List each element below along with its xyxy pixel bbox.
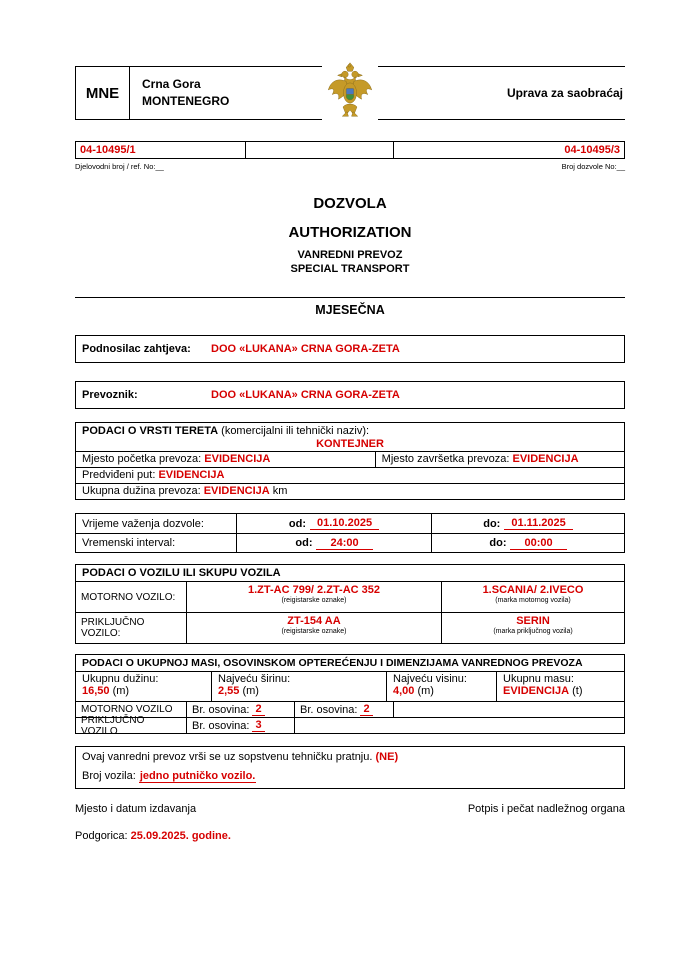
interval-label: Vremenski interval:: [82, 537, 176, 549]
ref-number-right-box: [394, 142, 624, 158]
width-value: 2,55: [218, 685, 240, 697]
cargo-value: KONTEJNER: [316, 438, 384, 450]
escort-vehicles-row: [82, 770, 618, 782]
document-header: [75, 66, 625, 120]
time-to-value: 00:00: [510, 537, 566, 550]
permit-period: MJESEČNA: [315, 303, 385, 317]
validity-box: [75, 513, 625, 553]
valid-from-cell: [236, 514, 431, 533]
applicant-box: [75, 335, 625, 363]
cargo-route-label: Predviđeni put:: [82, 469, 156, 481]
motor-make-value: 1.SCANIA/ 2.IVECO: [482, 584, 584, 596]
valid-from-value: 01.10.2025: [310, 517, 379, 530]
country-code: MNE: [85, 84, 120, 102]
cargo-title-row: [76, 423, 624, 451]
motor-axles-cell-2: [294, 702, 393, 717]
trailer-plates-caption: (reigistarske oznake): [281, 628, 347, 635]
trailer-plates-cell: [186, 613, 441, 643]
height-label: Najveću visinu:: [393, 673, 467, 685]
motor-axles-value-2: 2: [360, 703, 372, 716]
cargo-places-row: [76, 451, 624, 467]
do-label: do:: [489, 537, 507, 549]
cargo-distance-value: EVIDENCIJA: [203, 485, 270, 497]
country-names: [130, 67, 229, 119]
trailer-make-value: SERIN: [516, 615, 550, 627]
total-mass-cell: [496, 672, 624, 701]
mass-unit: (t): [572, 685, 583, 697]
title-authorization: AUTHORIZATION: [288, 224, 412, 241]
time-to-cell: [431, 534, 624, 552]
coat-of-arms-icon: [322, 61, 378, 125]
cargo-box: [75, 422, 625, 500]
issue-date-line: [75, 830, 625, 842]
motor-make-cell: [441, 582, 624, 612]
trailer-make-caption: (marka priključnog vozila): [493, 628, 573, 635]
time-from-value: 24:00: [316, 537, 372, 550]
dimensions-values-row: [76, 671, 624, 701]
escort-answer: (NE): [375, 751, 399, 763]
validity-period-label: Vrijeme važenja dozvole:: [82, 517, 204, 530]
cargo-route-value: EVIDENCIJA: [158, 469, 225, 481]
motor-vehicle-row: [76, 581, 624, 612]
motor-axles-cell-1: [186, 702, 294, 717]
ref-number-left: 04-10495/1: [80, 144, 136, 156]
trailer-make-cell: [441, 613, 624, 643]
cargo-distance-label: Ukupna dužina prevoza:: [82, 485, 201, 497]
escort-vehicles-value: jedno putničko vozilo.: [139, 770, 256, 782]
motor-plates-value: 1.ZT-AC 799/ 2.ZT-AC 352: [247, 584, 381, 596]
max-width-cell: [211, 672, 386, 701]
length-label: Ukupnu dužinu:: [82, 673, 159, 685]
escort-text: Ovaj vanredni prevoz vrši se uz sopstvenu tehničku pratnju.: [82, 751, 373, 763]
trailer-axles-cell: [186, 718, 294, 733]
length-value: 16,50: [82, 685, 110, 697]
ref-caption-left: Djelovodni broj / ref. No:__: [75, 162, 164, 171]
applicant-value: DOO «LUKANA» CRNA GORA-ZETA: [211, 343, 400, 355]
length-unit: (m): [112, 685, 130, 697]
cargo-title-note: (komercijalni ili tehnički naziv):: [218, 425, 370, 437]
total-length-cell: [76, 672, 211, 701]
vehicle-section-title: PODACI O VOZILU ILI SKUPU VOZILA: [82, 567, 281, 579]
do-label: do:: [483, 517, 501, 530]
cargo-title: PODACI O VRSTI TERETA: [82, 425, 219, 437]
motor-axles-label: MOTORNO VOZILO: [81, 704, 173, 715]
cargo-distance-unit: km: [272, 485, 288, 497]
od-label: od:: [295, 537, 313, 549]
valid-to-cell: [431, 514, 624, 533]
axle-label: Br. osovina:: [192, 719, 250, 732]
cargo-distance-row: [76, 483, 624, 499]
reference-captions: [75, 162, 625, 171]
country-name-en: MONTENEGRO: [142, 94, 230, 108]
horizontal-rule: [75, 297, 625, 298]
motor-axles-empty-cell: [393, 702, 624, 717]
width-unit: (m): [242, 685, 259, 697]
subtitle-special-transport: SPECIAL TRANSPORT: [290, 263, 410, 275]
ref-caption-right: Broj dozvole No:__: [561, 162, 625, 171]
subtitle-vanredni-prevoz: VANREDNI PREVOZ: [297, 249, 403, 261]
authority-name: Uprava za saobraćaj: [506, 86, 623, 100]
issue-place: Podgorica:: [75, 830, 128, 842]
trailer-axles-value: 3: [252, 719, 264, 732]
escort-box: [75, 746, 625, 789]
max-height-cell: [386, 672, 496, 701]
od-label: od:: [288, 517, 307, 530]
ref-number-left-box: [76, 142, 246, 158]
axle-label: Br. osovina:: [192, 703, 250, 716]
motor-vehicle-label: MOTORNO VOZILO:: [81, 591, 176, 603]
trailer-axles-row: [76, 714, 624, 737]
validity-period-row: [76, 514, 624, 533]
cargo-end-cell: [375, 452, 624, 467]
cargo-end-label: Mjesto završetka prevoza:: [381, 453, 510, 465]
cargo-route-row: [76, 467, 624, 483]
cargo-end-value: EVIDENCIJA: [512, 453, 579, 465]
trailer-axles-empty-cell: [294, 718, 624, 733]
title-dozvola: DOZVOLA: [313, 195, 387, 212]
time-interval-row: [76, 533, 624, 552]
issue-place-label: Mjesto i datum izdavanja: [75, 803, 197, 815]
applicant-label: Podnosilac zahtjeva:: [82, 343, 191, 355]
axle-label: Br. osovina:: [300, 703, 358, 716]
trailer-plates-value: ZT-154 AA: [287, 615, 341, 627]
height-value: 4,00: [393, 685, 415, 697]
vehicle-box: [75, 564, 625, 644]
carrier-box: [75, 381, 625, 409]
carrier-label: Prevoznik:: [82, 389, 138, 401]
cargo-start-cell: [76, 452, 375, 467]
carrier-value: DOO «LUKANA» CRNA GORA-ZETA: [211, 389, 400, 401]
motor-axles-value-1: 2: [252, 703, 264, 716]
valid-to-value: 01.11.2025: [504, 517, 572, 530]
motor-plates-caption: (reigistarske oznake): [281, 597, 347, 604]
cargo-start-value: EVIDENCIJA: [204, 453, 271, 465]
signature-label: Potpis i pečat nadležnog organa: [467, 803, 625, 815]
escort-statement-row: [82, 751, 618, 763]
trailer-vehicle-row: [76, 612, 624, 643]
ref-number-right: 04-10495/3: [564, 144, 620, 156]
width-label: Najveću širinu:: [218, 673, 291, 685]
title-block: [75, 195, 625, 275]
dimensions-section-title: PODACI O UKUPNOJ MASI, OSOVINSKOM OPTEREĆENJU I DIMENZIJAMA VANREDNOG PREVOZA: [82, 657, 583, 669]
ref-number-middle-box: [246, 142, 394, 158]
motor-plates-cell: [186, 582, 441, 612]
trailer-axles-label: PRIKLJUČNO VOZILO: [81, 714, 145, 737]
dimensions-box: [75, 654, 625, 737]
mass-label: Ukupnu masu:: [503, 673, 574, 685]
reference-number-row: [75, 141, 625, 159]
motor-make-caption: (marka motornog vozila): [495, 597, 571, 604]
issue-date: 25.09.2025. godine.: [130, 830, 231, 842]
time-from-cell: [236, 534, 431, 552]
trailer-vehicle-label: PRIKLJUČNO VOZILO:: [81, 617, 145, 639]
escort-vehicles-label: Broj vozila:: [82, 770, 136, 782]
footer-labels-row: [75, 803, 625, 815]
cargo-start-label: Mjesto početka prevoza:: [82, 453, 202, 465]
height-unit: (m): [417, 685, 434, 697]
country-code-box: [75, 67, 130, 119]
country-name: Crna Gora: [142, 76, 201, 91]
mass-value: EVIDENCIJA: [503, 685, 570, 697]
